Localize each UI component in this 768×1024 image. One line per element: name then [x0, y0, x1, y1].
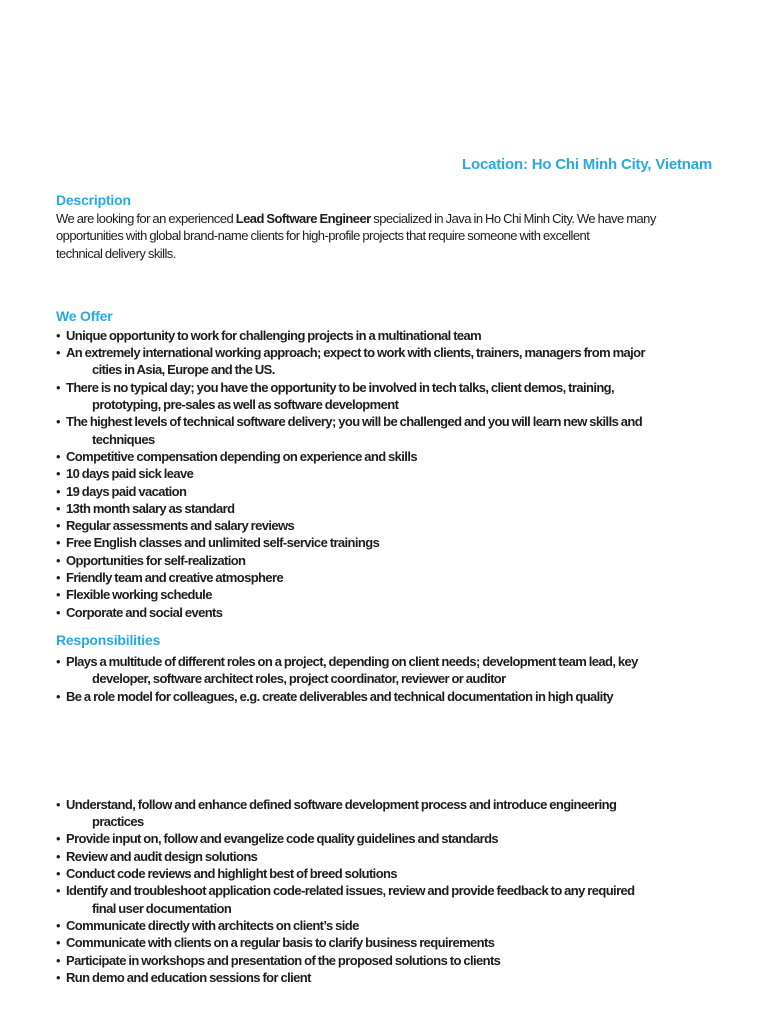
bullet-item [56, 830, 712, 847]
description-line [56, 210, 712, 227]
bullet-line [56, 952, 712, 969]
bullet-item [56, 483, 712, 500]
bullet-line [56, 653, 712, 670]
bullet-item [56, 413, 712, 448]
bullet-line [56, 865, 712, 882]
bullet-text: practices [92, 814, 144, 830]
responsibilities-list [56, 653, 712, 705]
bullet-marker-icon: • [56, 604, 61, 620]
bullet-marker-icon: • [56, 917, 61, 933]
bullet-line [56, 413, 712, 430]
bullet-line [56, 586, 712, 603]
bullet-text: final user documentation [92, 900, 232, 916]
bullet-text: 19 days paid vacation [66, 483, 187, 499]
bullet-marker-icon: • [56, 552, 61, 568]
bullet-marker-icon: • [56, 653, 61, 669]
bullet-marker-icon: • [56, 952, 61, 968]
bullet-marker-icon: • [56, 500, 61, 516]
bullet-item [56, 969, 712, 986]
bullet-line [56, 327, 712, 344]
bullet-line [56, 969, 712, 986]
bullet-item [56, 865, 712, 882]
bullet-text: Plays a multitude of different roles on a project, depending on client needs; development team lead, key [66, 653, 638, 669]
we-offer-heading: We Offer [56, 307, 113, 324]
bullet-marker-icon: • [56, 848, 61, 864]
bullet-continuation-line [56, 900, 712, 917]
bullet-marker-icon: • [56, 969, 61, 985]
bullet-line [56, 517, 712, 534]
bullet-text: Review and audit design solutions [66, 848, 258, 864]
bullet-line [56, 848, 712, 865]
bullet-text: Communicate with clients on a regular basis to clarify business requirements [66, 935, 495, 951]
bullet-line [56, 448, 712, 465]
bullet-marker-icon: • [56, 448, 61, 464]
bullet-item [56, 500, 712, 517]
bullet-continuation-line [56, 361, 712, 378]
bullet-text: Run demo and education sessions for client [66, 969, 311, 985]
bullet-item [56, 604, 712, 621]
bullet-item [56, 552, 712, 569]
bullet-text: Regular assessments and salary reviews [66, 518, 295, 534]
bullet-marker-icon: • [56, 535, 61, 551]
blank-gap [56, 705, 712, 794]
bullet-line [56, 882, 712, 899]
bullet-item [56, 796, 712, 831]
bullet-item [56, 934, 712, 951]
bullet-text: Provide input on, follow and evangelize code quality guidelines and standards [66, 831, 499, 847]
bullet-item [56, 569, 712, 586]
bullet-item [56, 327, 712, 344]
bullet-item [56, 653, 712, 688]
bullet-item [56, 952, 712, 969]
bullet-text: Participate in workshops and presentation of the proposed solutions to clients [66, 952, 501, 968]
bullet-text: Be a role model for colleagues, e.g. create deliverables and technical documentation in high quality [66, 688, 614, 704]
bullet-text: Understand, follow and enhance defined software development process and introduce engineering [66, 796, 617, 812]
description-line: opportunities with global brand-name clients for high-profile projects that require someone with excellent [56, 228, 590, 244]
bullet-line [56, 465, 712, 482]
job-title-bold-text: Lead Software Engineer [235, 211, 371, 226]
bullet-marker-icon: • [56, 587, 61, 603]
bullet-marker-icon: • [56, 796, 61, 812]
bullet-marker-icon: • [56, 688, 61, 704]
we-offer-list [56, 327, 712, 621]
bullet-text: 10 days paid sick leave [66, 466, 194, 482]
bullet-item [56, 882, 712, 917]
bullet-text: The highest levels of technical software delivery; you will be challenged and you will learn new skills and [66, 414, 643, 430]
bullet-item [56, 379, 712, 414]
bullet-continuation-line [56, 670, 712, 687]
location-heading: Location: Ho Chi Minh City, Vietnam [462, 156, 712, 173]
bullet-marker-icon: • [56, 483, 61, 499]
bullet-marker-icon: • [56, 518, 61, 534]
description-paragraph [56, 210, 712, 262]
responsibilities-list-continued [56, 796, 712, 986]
bullet-continuation-line [56, 431, 712, 448]
bullet-line [56, 569, 712, 586]
bullet-text: Friendly team and creative atmosphere [66, 570, 284, 586]
bullet-line [56, 934, 712, 951]
bullet-text: Competitive compensation depending on experience and skills [66, 448, 417, 464]
bullet-marker-icon: • [56, 935, 61, 951]
description-text: specialized in Java in Ho Chi Minh City. We have many [370, 211, 656, 226]
bullet-marker-icon: • [56, 570, 61, 586]
bullet-text: techniques [92, 431, 155, 447]
responsibilities-heading: Responsibilities [56, 631, 161, 648]
bullet-text: Flexible working schedule [66, 587, 212, 603]
bullet-line [56, 379, 712, 396]
bullet-marker-icon: • [56, 345, 61, 361]
bullet-text: prototyping, pre-sales as well as software development [92, 397, 399, 413]
bullet-text: Opportunities for self-realization [66, 552, 246, 568]
bullet-text: Corporate and social events [66, 604, 223, 620]
bullet-marker-icon: • [56, 379, 61, 395]
bullet-marker-icon: • [56, 466, 61, 482]
bullet-item [56, 586, 712, 603]
description-heading: Description [56, 192, 131, 208]
bullet-text: developer, software architect roles, project coordinator, reviewer or auditor [92, 671, 506, 687]
bullet-line [56, 796, 712, 813]
bullet-text: Unique opportunity to work for challenging projects in a multinational team [66, 327, 482, 343]
bullet-line [56, 688, 712, 705]
bullet-text: Identify and troubleshoot application code-related issues, review and provide feedback to any required [66, 883, 635, 899]
bullet-line [56, 917, 712, 934]
bullet-line [56, 604, 712, 621]
description-line: technical delivery skills. [56, 245, 176, 261]
bullet-text: Conduct code reviews and highlight best of breed solutions [66, 866, 398, 882]
bullet-text: Communicate directly with architects on client’s side [66, 917, 359, 933]
bullet-line [56, 344, 712, 361]
bullet-text: cities in Asia, Europe and the US. [92, 362, 275, 378]
bullet-line [56, 552, 712, 569]
bullet-item [56, 688, 712, 705]
bullet-text: There is no typical day; you have the opportunity to be involved in tech talks, client demos, training, [66, 379, 615, 395]
bullet-item [56, 517, 712, 534]
bullet-item [56, 917, 712, 934]
bullet-item [56, 465, 712, 482]
bullet-line [56, 500, 712, 517]
bullet-marker-icon: • [56, 327, 61, 343]
bullet-text: Free English classes and unlimited self-service trainings [66, 535, 380, 551]
bullet-text: An extremely international working approach; expect to work with clients, trainers, managers from major [66, 345, 645, 361]
bullet-marker-icon: • [56, 414, 61, 430]
description-text: We are looking for an experienced [56, 211, 236, 226]
bullet-text: 13th month salary as standard [66, 500, 235, 516]
bullet-marker-icon: • [56, 866, 61, 882]
bullet-line [56, 483, 712, 500]
bullet-marker-icon: • [56, 883, 61, 899]
bullet-item [56, 344, 712, 379]
bullet-item [56, 534, 712, 551]
bullet-line [56, 830, 712, 847]
bullet-marker-icon: • [56, 831, 61, 847]
bullet-continuation-line [56, 813, 712, 830]
bullet-item [56, 848, 712, 865]
bullet-item [56, 448, 712, 465]
bullet-continuation-line [56, 396, 712, 413]
bullet-line [56, 534, 712, 551]
